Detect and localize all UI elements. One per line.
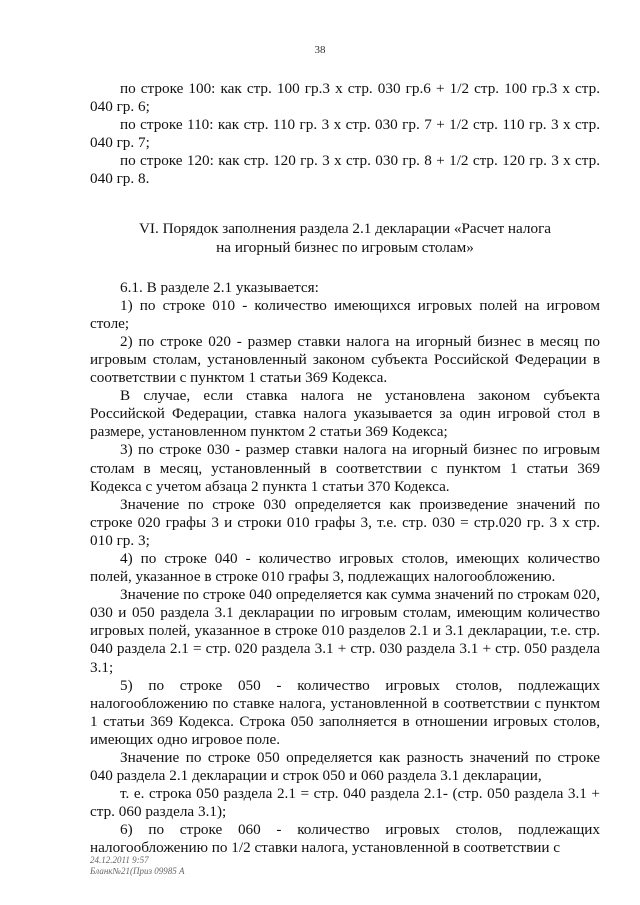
paragraph: Значение по строке 030 определяется как произведение значений по строке 020 графы 3 и строки 010 графы 3, т.е. стр. 030 = стр.020 гр. 3 х стр. 010 гр. 3;: [90, 495, 600, 549]
section-heading-line: на игорный бизнес по игровым столам»: [216, 238, 474, 256]
paragraph: Значение по строке 050 определяется как разность значений по строке 040 раздела 2.1 декларации и строк 050 и 060 раздела 3.1 декларации,: [90, 749, 600, 785]
section-heading-line: VI. Порядок заполнения раздела 2.1 декларации «Расчет налога: [138, 219, 552, 237]
top-line: по строке 110: как стр. 110 гр. 3 х стр. 030 гр. 7 + 1/2 стр. 110 гр. 3 х стр. 040 гр. 7;: [90, 116, 600, 152]
page-footer: [90, 855, 185, 877]
footer-line: 24.12.2011 9:57: [90, 855, 149, 865]
paragraph: 2) по строке 020 - размер ставки налога на игорный бизнес в месяц по игровым столам, установленный законом субъекта Российской Федерации в соответствии с пунктом 1 статьи 369 Кодекса.: [90, 332, 600, 387]
paragraph: В случае, если ставка налога не установлена законом субъекта Российской Федерации, ставка налога указывается за один игровой стол в размере, установленном пунктом 2 статьи 369 Кодекса;: [90, 387, 600, 441]
paragraph: 1) по строке 010 - количество имеющихся игровых полей на игровом столе;: [90, 296, 600, 332]
paragraph: 5) по строке 050 - количество игровых столов, подлежащих налогообложению по ставке налога, установленной в соответствии с пунктом 1 статьи 369 Кодекса. Строка 050 заполняется в отношении игровых столов, имеющих одно игровое поле.: [90, 676, 600, 748]
paragraph: 3) по строке 030 - размер ставки налога на игорный бизнес по игровым столам в месяц, установленный в соответствии с пунктом 1 статьи 369 Кодекса с учетом абзаца 2 пункта 1 статьи 370 Кодекса.: [90, 441, 600, 495]
paragraph: 4) по строке 040 - количество игровых столов, имеющих количество полей, указанное в строке 010 графы 3, подлежащих налогообложению.: [90, 549, 600, 586]
footer-line: Бланк№21(Приз 09985 А: [90, 866, 185, 876]
page-number: 38: [314, 44, 326, 56]
document-body: [90, 80, 600, 858]
paragraph: 6.1. В разделе 2.1 указывается:: [120, 278, 319, 296]
paragraph: 6) по строке 060 - количество игровых столов, подлежащих налогообложению по 1/2 ставки налога, установленной в соответствии с: [90, 821, 600, 857]
top-line: по строке 100: как стр. 100 гр.3 х стр. 030 гр.6 + 1/2 стр. 100 гр.3 х стр. 040 гр. 6;: [90, 80, 600, 116]
paragraph: Значение по строке 040 определяется как сумма значений по строкам 020, 030 и 050 раздела 3.1 декларации по игровым столам, имеющим количество игровых полей, указанное в строке 010 разделов 2.1 и 3.1 декларации, т.е. стр. 040 раздела 2.1 = стр. 020 раздела 3.1 + стр. 030 раздела 3.1 + стр. 050 раздела 3.1;: [90, 586, 600, 676]
section-heading: [90, 219, 600, 257]
top-line: по строке 120: как стр. 120 гр. 3 х стр. 030 гр. 8 + 1/2 стр. 120 гр. 3 х стр. 040 гр. 8.: [90, 152, 600, 188]
paragraph: т. е. строка 050 раздела 2.1 = стр. 040 раздела 2.1- (стр. 050 раздела 3.1 + стр. 060 раздела 3.1);: [90, 785, 600, 821]
